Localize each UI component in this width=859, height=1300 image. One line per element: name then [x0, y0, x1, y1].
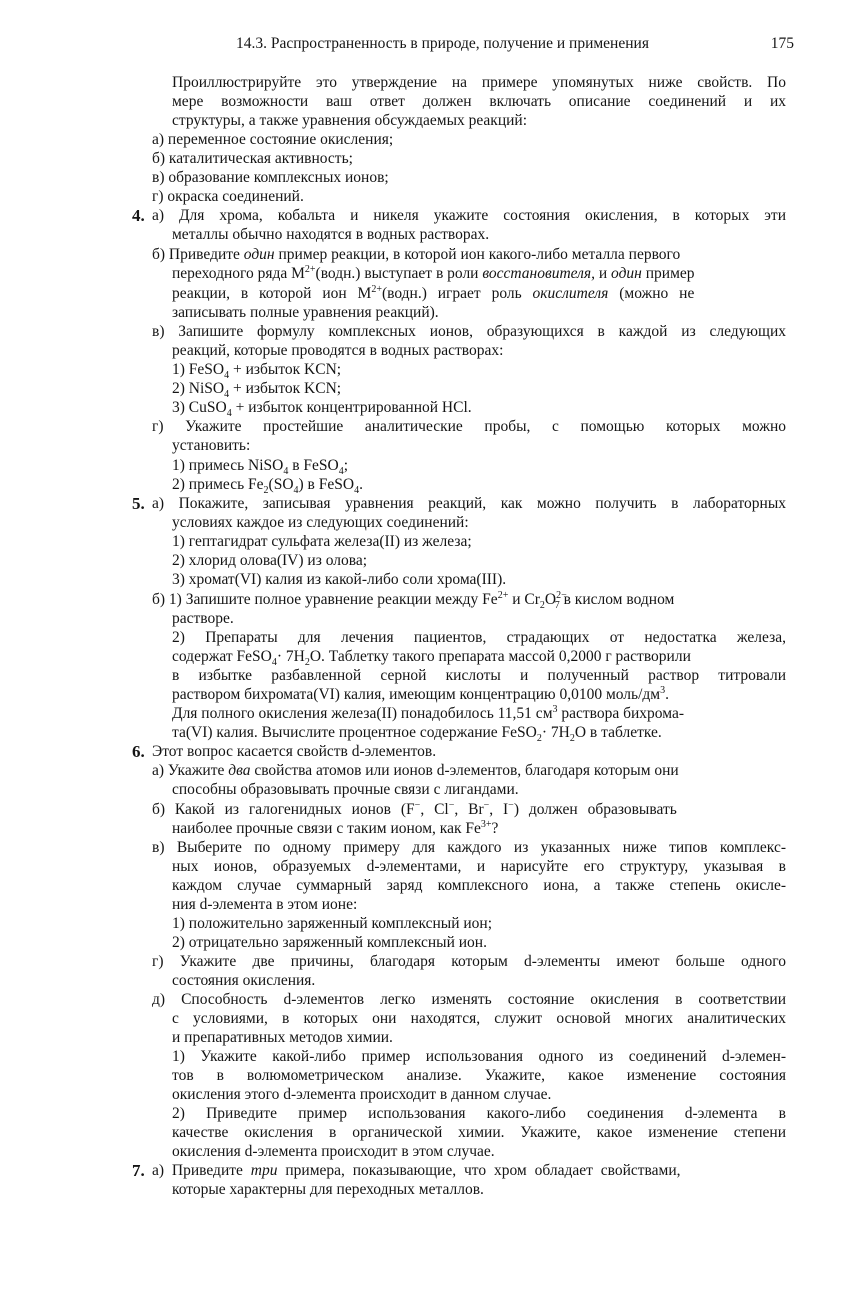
text-line: 2) Приведите пример использования какого-либо соединения d-элемента в: [172, 1105, 786, 1122]
text-line: и препаративных методов химии.: [172, 1029, 393, 1046]
text-line: записывать полные уравнения реакций).: [172, 304, 439, 321]
text-line: способны образовывать прочные связи с лигандами.: [172, 781, 519, 798]
question-number: 4.: [132, 206, 145, 225]
text-line: б) Приведите один пример реакции, в которой ион какого-либо металла первого: [152, 246, 681, 263]
running-header: [236, 35, 794, 57]
list-item: г) окраска соединений.: [152, 188, 304, 205]
text-line: а) Покажите, записывая уравнения реакций, как можно получить в лабораторных: [152, 495, 786, 512]
text-line: г) Укажите простейшие аналитические пробы, с помощью которых можно: [152, 418, 786, 435]
text-line: структуры, а также уравнения обсуждаемых реакций:: [172, 112, 528, 129]
text-line: установить:: [172, 437, 251, 454]
text-line: реакции, в которой ион $M^{2+}(водн.)$ играет роль окислителя (можно не: [172, 283, 695, 302]
list-item: 3) CuSO$_4$ + избыток концентрированной HCl.: [172, 399, 472, 420]
text-line: 1) Укажите какой-либо пример использования одного из соединений d-элемен-: [172, 1048, 786, 1065]
text-line: 2) Препараты для лечения пациентов, страдающих от недостатка железа,: [172, 629, 786, 646]
page-number: 175: [770, 35, 794, 52]
text-line: тов в волюмометрическом анализе. Укажите, какое изменение состояния: [172, 1067, 786, 1084]
text-line: в избытке разбавленной серной кислоты и полученный раствор титровали: [172, 667, 786, 684]
text-line: ных ионов, образуемых d-элементами, и нарисуйте его структуру, указывая в: [172, 858, 786, 875]
text-line: окисления этого d-элемента происходит в данном случае.: [172, 1086, 552, 1103]
text-line: растворе.: [172, 610, 234, 627]
text-line: в) Запишите формулу комплексных ионов, образующихся в каждой из следующих: [152, 323, 786, 340]
text-line: окисления d-элемента происходит в этом случае.: [172, 1143, 495, 1160]
text-line: каждом случае суммарный заряд комплексного иона, а также степень окисле-: [172, 877, 786, 894]
list-item: 1) FeSO$_4$ + избыток KCN;: [172, 361, 342, 382]
list-item: 1) положительно заряженный комплексный ион;: [172, 915, 493, 932]
section-title: 14.3. Распространенность в природе, получение и применения: [236, 35, 649, 52]
text-line: б) 1) Запишите полное уравнение реакции между $Fe^{2+}$ и $Cr_2O^{2-}_7$ в кислом водном: [152, 589, 675, 612]
question-number: 7.: [132, 1161, 145, 1180]
text-line: Для полного окисления железа(II) понадобилось 11,51 $см^3$ раствора бихрома-: [172, 703, 685, 722]
text-line: наиболее прочные связи с таким ионом, как $Fe^{3+}$?: [172, 818, 499, 837]
text-line: качестве окисления в органической химии. Укажите, какое изменение степени: [172, 1124, 786, 1141]
list-item: 2) отрицательно заряженный комплексный ион.: [172, 934, 487, 951]
text-line: металлы обычно находятся в водных растворах.: [172, 226, 490, 243]
text-line: та(VI) калия. Вычислите процентное содержание FeSO$_2$· $7H_2O$ в таблетке.: [172, 724, 662, 745]
text-line: которые характерны для переходных металлов.: [172, 1181, 484, 1198]
list-item: 1) примесь NiSO$_4$ в FeSO$_4$;: [172, 457, 349, 478]
list-item: 2) примесь $Fe_2(SO_4)$ в FeSO$_4$.: [172, 476, 363, 497]
list-item: б) каталитическая активность;: [152, 150, 353, 167]
text-line: ния d-элемента в этом ионе:: [172, 896, 358, 913]
text-line: раствором бихромата(VI) калия, имеющим концентрацию 0,0100 моль/$дм^3$.: [172, 684, 669, 703]
text-line: а) Приведите три примера, показывающие, что хром обладает свойствами,: [152, 1162, 681, 1179]
list-item: 2) хлорид олова(IV) из олова;: [172, 552, 368, 569]
text-line: б) Какой из галогенидных ионов (F−, Cl−, Br−, I−) должен образовывать: [152, 799, 677, 818]
list-item: 3) хромат(VI) калия из какой-либо соли хрома(III).: [172, 571, 507, 588]
text-line: д) Способность d-элементов легко изменять состояние окисления в соответствии: [152, 991, 786, 1008]
text-line: Этот вопрос касается свойств d-элементов.: [152, 743, 437, 760]
list-item: в) образование комплексных ионов;: [152, 169, 389, 186]
list-item: 2) NiSO$_4$ + избыток KCN;: [172, 380, 342, 401]
text-line: состояния окисления.: [172, 972, 316, 989]
text-line: а) Для хрома, кобальта и никеля укажите состояния окисления, в которых эти: [152, 207, 786, 224]
text-line: в) Выберите по одному примеру для каждого из указанных ниже типов комплекс-: [152, 839, 786, 856]
text-line: Проиллюстрируйте это утверждение на примере упомянутых ниже свойств. По: [172, 74, 786, 91]
text-line: содержат FeSO$_4$· $7H_2O$. Таблетку такого препарата массой 0,2000 г растворили: [172, 648, 691, 669]
text-line: условиях каждое из следующих соединений:: [172, 514, 469, 531]
list-item: 1) гептагидрат сульфата железа(II) из железа;: [172, 533, 472, 550]
text-line: переходного ряда $M^{2+}(водн.)$ выступает в роли восстановителя, и один пример: [172, 263, 695, 282]
list-item: а) переменное состояние окисления;: [152, 131, 394, 148]
text-line: г) Укажите две причины, благодаря которым d-элементы имеют больше одного: [152, 953, 786, 970]
text-line: мере возможности ваш ответ должен включать описание соединений и их: [172, 93, 786, 110]
question-number: 6.: [132, 742, 145, 761]
question-number: 5.: [132, 494, 145, 513]
text-line: с условиями, в которых они находятся, служит основой многих аналитических: [172, 1010, 786, 1027]
text-line: а) Укажите два свойства атомов или ионов d-элементов, благодаря которым они: [152, 762, 679, 779]
text-line: реакций, которые проводятся в водных растворах:: [172, 342, 504, 359]
